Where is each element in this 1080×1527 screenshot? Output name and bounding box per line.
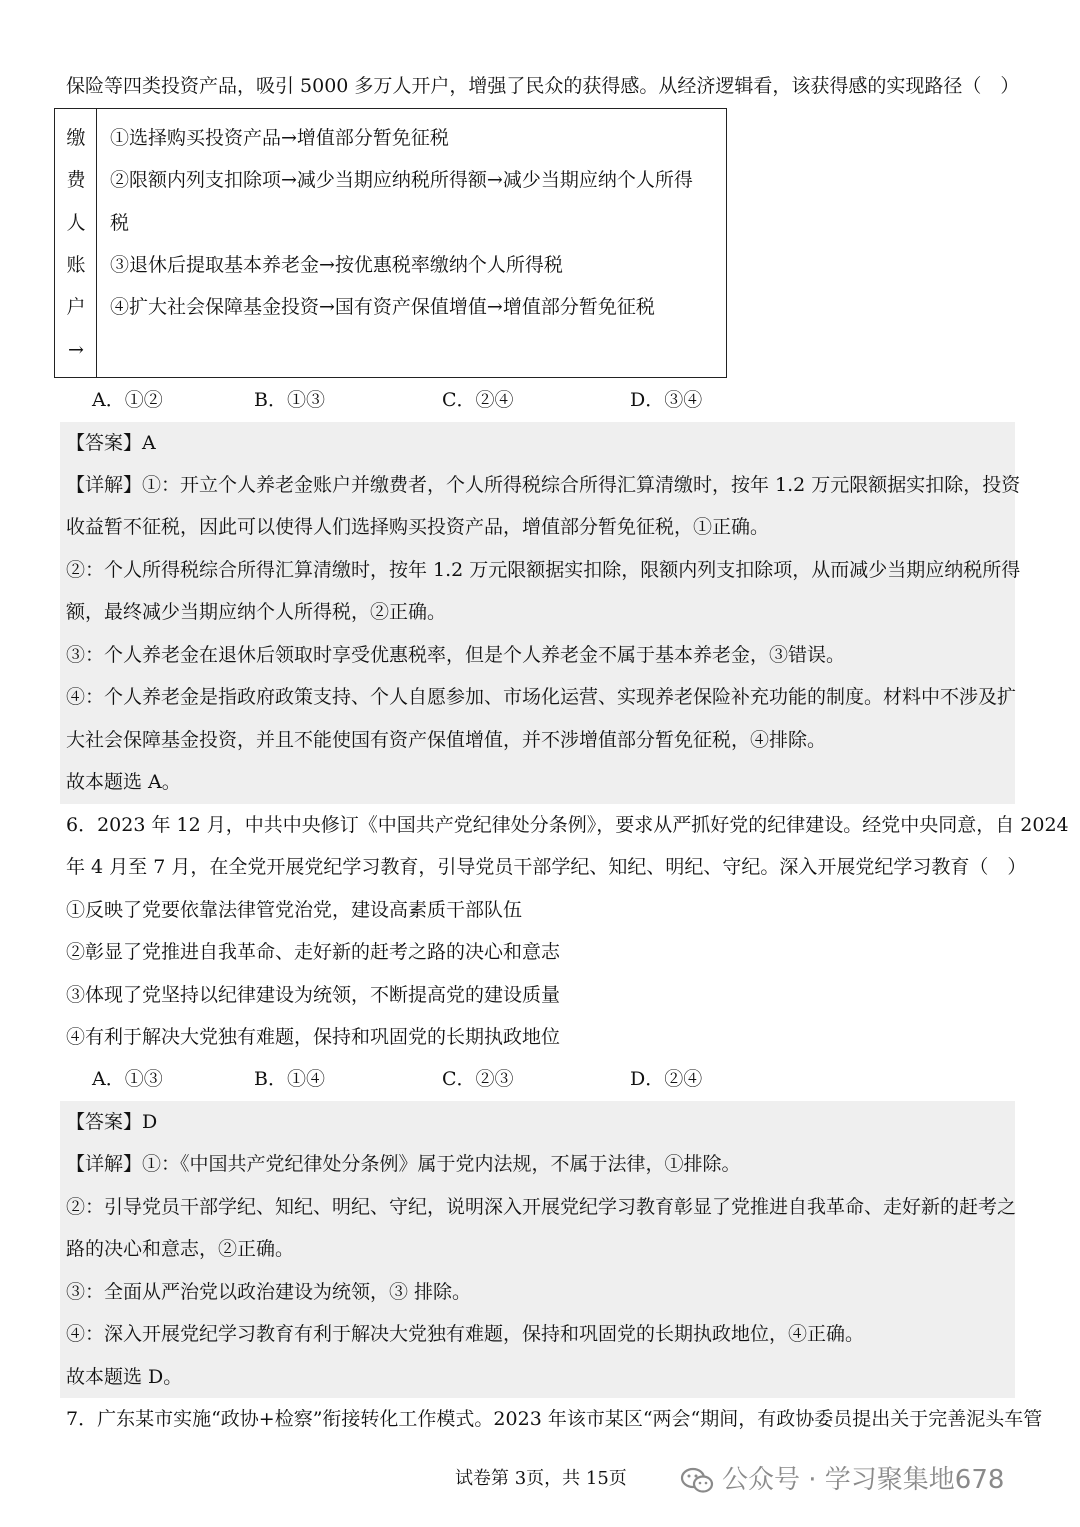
flow-label-char: 缴 xyxy=(66,127,86,149)
analysis-6-line: ②：引导党员干部学纪、知纪、明纪、守纪，说明深入开展党纪学习教育彰显了党推进自我革命、走好新的赶考之 xyxy=(66,1196,1017,1218)
page-number: 试卷第 3页，共 15页 xyxy=(455,1468,627,1489)
flow-diagram-box xyxy=(54,108,727,378)
answer-6: 【答案】D xyxy=(66,1111,158,1133)
flow-label-char: 人 xyxy=(66,212,86,234)
question-6-statement-3: ③体现了党坚持以纪律建设为统领，不断提高党的建设质量 xyxy=(66,984,561,1006)
option-a: A．①③ xyxy=(92,1068,163,1090)
option-c: C．②③ xyxy=(442,1068,514,1090)
analysis-6-conclusion: 故本题选 D。 xyxy=(66,1366,183,1388)
option-b: B．①③ xyxy=(254,389,325,411)
analysis-5-line: ③：个人养老金在退休后领取时享受优惠税率，但是个人养老金不属于基本养老金，③错误。 xyxy=(66,644,846,666)
question-7-stem: 7．广东某市实施“政协+检察”衔接转化工作模式。2023 年该市某区“两会“期间，有政协委员提出关于完善泥头车管 xyxy=(66,1408,1043,1430)
flow-label-column xyxy=(55,109,97,377)
analysis-6-line: ④：深入开展党纪学习教育有利于解决大党独有难题，保持和巩固党的长期执政地位，④正确。 xyxy=(66,1323,865,1345)
question-6-statement-1: ①反映了党要依靠法律管党治党，建设高素质干部队伍 xyxy=(66,899,523,921)
analysis-6-line: 路的决心和意志，②正确。 xyxy=(66,1238,295,1260)
analysis-5-line: ④：个人养老金是指政府政策支持、个人自愿参加、市场化运营、实现养老保险补充功能的制度。材料中不涉及扩 xyxy=(66,686,1017,708)
option-a: A．①② xyxy=(92,389,163,411)
flow-label-char: 户 xyxy=(66,296,86,318)
analysis-5-line: 收益暂不征税，因此可以使得人们选择购买投资产品，增值部分暂免征税，①正确。 xyxy=(66,516,770,538)
flow-label-char: 费 xyxy=(66,169,86,191)
question-5-stem-tail: 保险等四类投资产品，吸引 5000 多万人开户，增强了民众的获得感。从经济逻辑看，该获得感的实现路径（ ） xyxy=(66,75,1020,97)
flow-item-3: ③退休后提取基本养老金→按优惠税率缴纳个人所得税 xyxy=(110,254,563,276)
watermark xyxy=(680,1462,1004,1498)
analysis-5-line: 【详解】①：开立个人养老金账户并缴费者，个人所得税综合所得汇算清缴时，按年 1.2 万元限额据实扣除，投资 xyxy=(66,474,1021,496)
analysis-5-line: 额，最终减少当期应纳个人所得税，②正确。 xyxy=(66,601,447,623)
flow-item-2: ②限额内列支扣除项→减少当期应纳税所得额→减少当期应纳个人所得 xyxy=(110,169,693,191)
wechat-icon xyxy=(680,1467,714,1495)
question-6-options xyxy=(92,1058,792,1100)
question-6-statement-4: ④有利于解决大党独有难题，保持和巩固党的长期执政地位 xyxy=(66,1026,561,1048)
question-5-options xyxy=(92,379,792,421)
option-d: D．③④ xyxy=(630,389,703,411)
option-d: D．②④ xyxy=(630,1068,703,1090)
question-6-statement-2: ②彰显了党推进自我革命、走好新的赶考之路的决心和意志 xyxy=(66,941,561,963)
question-6-stem: 6．2023 年 12 月，中共中央修订《中国共产党纪律处分条例》，要求从严抓好党的纪律建设。经党中央同意，自 2024 xyxy=(66,814,1069,836)
option-c: C．②④ xyxy=(442,389,514,411)
analysis-6-line: 【详解】①：《中国共产党纪律处分条例》属于党内法规，不属于法律，①排除。 xyxy=(66,1153,741,1175)
answer-5: 【答案】A xyxy=(66,432,156,454)
flow-item-1: ①选择购买投资产品→增值部分暂免征税 xyxy=(110,127,449,149)
flow-label-char: → xyxy=(68,339,84,361)
analysis-6-line: ③：全面从严治党以政治建设为统领，③ 排除。 xyxy=(66,1281,472,1303)
flow-label-char: 账 xyxy=(66,254,86,276)
question-6-stem: 年 4 月至 7 月，在全党开展党纪学习教育，引导党员干部学纪、知纪、明纪、守纪。深入开展党纪学习教育（ ） xyxy=(66,856,1027,878)
analysis-5-conclusion: 故本题选 A。 xyxy=(66,771,181,793)
watermark-text: 公众号 · 学习聚集地678 xyxy=(722,1465,1005,1495)
analysis-5-line: 大社会保障基金投资，并且不能使国有资产保值增值，并不涉增值部分暂免征税，④排除。 xyxy=(66,729,827,751)
analysis-5-line: ②：个人所得税综合所得汇算清缴时，按年 1.2 万元限额据实扣除，限额内列支扣除项，从而减少当期应纳税所得 xyxy=(66,559,1021,581)
option-b: B．①④ xyxy=(254,1068,325,1090)
flow-item-2-cont: 税 xyxy=(110,212,130,234)
flow-item-4: ④扩大社会保障基金投资→国有资产保值增值→增值部分暂免征税 xyxy=(110,296,655,318)
